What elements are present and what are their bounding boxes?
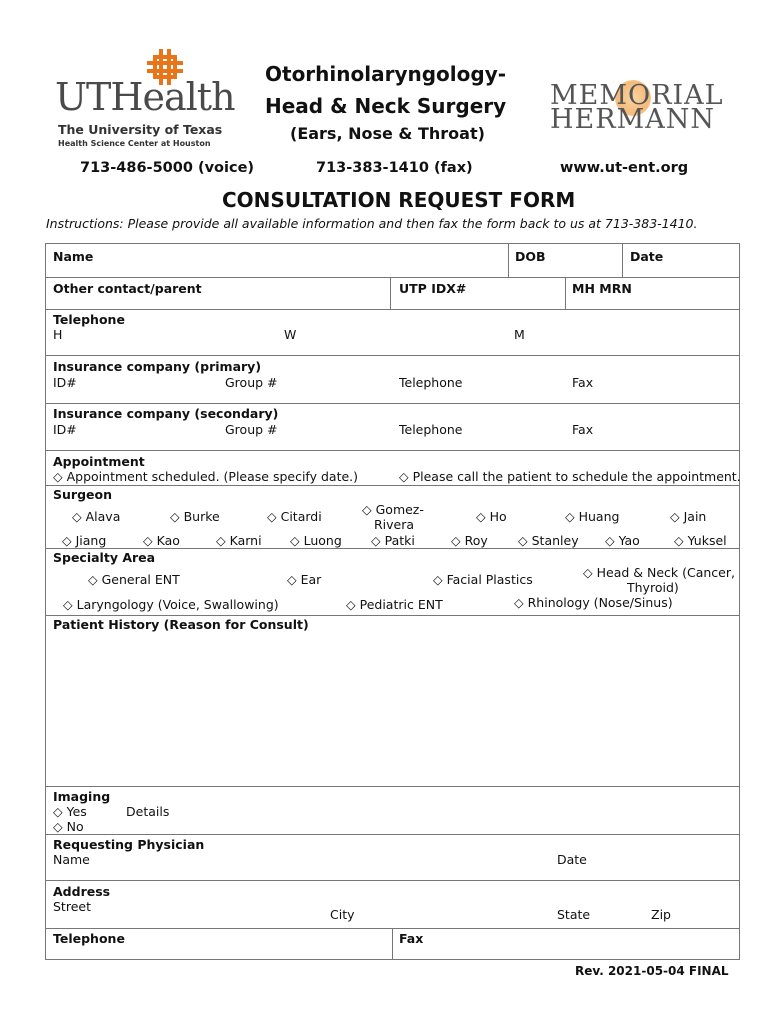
- patient-history-field[interactable]: [50, 636, 735, 782]
- checkbox-icon: ◇: [63, 597, 73, 612]
- patient-history-label: Patient History (Reason for Consult): [53, 617, 309, 632]
- checkbox-icon: ◇: [53, 469, 63, 484]
- surgeon-gomez-rivera-checkbox[interactable]: ◇ Gomez-: [362, 502, 424, 517]
- ut-health-logo-text: UTHealth: [55, 75, 235, 119]
- surgeon-roy-checkbox[interactable]: ◇ Roy: [451, 533, 488, 548]
- checkbox-icon: ◇: [399, 469, 409, 484]
- checkbox-icon: ◇: [565, 509, 575, 524]
- checkbox-icon: ◇: [518, 533, 528, 548]
- surgeon-jain-checkbox[interactable]: ◇ Jain: [670, 509, 707, 524]
- checkbox-icon: ◇: [670, 509, 680, 524]
- specialty-pediatric-checkbox[interactable]: ◇ Pediatric ENT: [346, 597, 443, 612]
- state-field[interactable]: State: [557, 907, 591, 922]
- specialty-ear-checkbox[interactable]: ◇ Ear: [287, 572, 322, 587]
- bottom-fax-label[interactable]: Fax: [399, 931, 424, 946]
- checkbox-icon: ◇: [583, 565, 593, 580]
- appointment-call-checkbox[interactable]: ◇ Please call the patient to schedule the appointment.: [399, 469, 741, 484]
- department-title-1: Otorhinolaryngology-: [265, 62, 507, 86]
- form-title: CONSULTATION REQUEST FORM: [222, 188, 576, 212]
- insurance-secondary-label: Insurance company (secondary): [53, 406, 279, 421]
- ut-logo-subtitle-2: Health Science Center at Houston: [58, 139, 211, 148]
- website-link[interactable]: www.ut-ent.org: [560, 160, 689, 176]
- insurance-secondary-group-field[interactable]: Group #: [225, 422, 278, 437]
- memorial-hermann-logo-1: MEMORIAL: [550, 80, 724, 111]
- checkbox-icon: ◇: [346, 597, 356, 612]
- department-title-2: Head & Neck Surgery: [265, 94, 507, 118]
- insurance-primary-label: Insurance company (primary): [53, 359, 262, 374]
- checkbox-icon: ◇: [62, 533, 72, 548]
- insurance-secondary-id-field[interactable]: ID#: [53, 422, 77, 437]
- checkbox-icon: ◇: [476, 509, 486, 524]
- specialty-head-neck-checkbox[interactable]: ◇ Head & Neck (Cancer,: [583, 565, 735, 580]
- surgeon-alava-checkbox[interactable]: ◇ Alava: [72, 509, 121, 524]
- insurance-primary-fax-field[interactable]: Fax: [572, 375, 594, 390]
- surgeon-huang-checkbox[interactable]: ◇ Huang: [565, 509, 620, 524]
- surgeon-ho-checkbox[interactable]: ◇ Ho: [476, 509, 507, 524]
- name-label[interactable]: Name: [53, 249, 94, 264]
- specialty-head-neck-label-2: Thyroid): [627, 580, 679, 595]
- imaging-details-field[interactable]: Details: [126, 804, 170, 819]
- surgeon-kao-checkbox[interactable]: ◇ Kao: [143, 533, 180, 548]
- address-label: Address: [53, 884, 111, 899]
- surgeon-label: Surgeon: [53, 487, 112, 502]
- insurance-secondary-telephone-field[interactable]: Telephone: [399, 422, 463, 437]
- surgeon-yao-checkbox[interactable]: ◇ Yao: [605, 533, 640, 548]
- memorial-hermann-logo-2: HERMANN: [550, 104, 715, 135]
- checkbox-icon: ◇: [53, 819, 63, 834]
- requesting-physician-label: Requesting Physician: [53, 837, 205, 852]
- surgeon-karni-checkbox[interactable]: ◇ Karni: [216, 533, 262, 548]
- checkbox-icon: ◇: [267, 509, 277, 524]
- insurance-primary-id-field[interactable]: ID#: [53, 375, 77, 390]
- checkbox-icon: ◇: [287, 572, 297, 587]
- checkbox-icon: ◇: [451, 533, 461, 548]
- mh-mrn-label[interactable]: MH MRN: [572, 281, 632, 296]
- checkbox-icon: ◇: [88, 572, 98, 587]
- ut-logo-subtitle: The University of Texas: [58, 122, 223, 137]
- checkbox-icon: ◇: [290, 533, 300, 548]
- other-contact-label[interactable]: Other contact/parent: [53, 281, 202, 296]
- checkbox-icon: ◇: [362, 502, 372, 517]
- insurance-primary-telephone-field[interactable]: Telephone: [399, 375, 463, 390]
- surgeon-stanley-checkbox[interactable]: ◇ Stanley: [518, 533, 579, 548]
- insurance-primary-group-field[interactable]: Group #: [225, 375, 278, 390]
- surgeon-citardi-checkbox[interactable]: ◇ Citardi: [267, 509, 322, 524]
- phone-voice: 713-486-5000 (voice): [80, 160, 255, 176]
- specialty-general-checkbox[interactable]: ◇ General ENT: [88, 572, 180, 587]
- telephone-work-field[interactable]: W: [284, 327, 297, 342]
- phone-fax: 713-383-1410 (fax): [316, 160, 473, 176]
- street-field[interactable]: Street: [53, 899, 91, 914]
- date-label[interactable]: Date: [630, 249, 664, 264]
- checkbox-icon: ◇: [674, 533, 684, 548]
- surgeon-gomez-rivera-label-2: Rivera: [374, 517, 415, 532]
- imaging-label: Imaging: [53, 789, 111, 804]
- checkbox-icon: ◇: [72, 509, 82, 524]
- physician-name-field[interactable]: Name: [53, 852, 90, 867]
- surgeon-jiang-checkbox[interactable]: ◇ Jiang: [62, 533, 107, 548]
- checkbox-icon: ◇: [514, 595, 524, 610]
- specialty-laryngology-checkbox[interactable]: ◇ Laryngology (Voice, Swallowing): [63, 597, 279, 612]
- specialty-facial-checkbox[interactable]: ◇ Facial Plastics: [433, 572, 533, 587]
- surgeon-yuksel-checkbox[interactable]: ◇ Yuksel: [674, 533, 727, 548]
- checkbox-icon: ◇: [433, 572, 443, 587]
- surgeon-patki-checkbox[interactable]: ◇ Patki: [371, 533, 415, 548]
- checkbox-icon: ◇: [170, 509, 180, 524]
- utp-idx-label[interactable]: UTP IDX#: [399, 281, 467, 296]
- imaging-yes-checkbox[interactable]: ◇ Yes: [53, 804, 87, 819]
- dob-label[interactable]: DOB: [515, 249, 546, 264]
- instructions: Instructions: Please provide all available information and then fax the form back to us at 713-383-1410.: [46, 216, 698, 231]
- checkbox-icon: ◇: [216, 533, 226, 548]
- city-field[interactable]: City: [330, 907, 355, 922]
- telephone-home-field[interactable]: H: [53, 327, 63, 342]
- surgeon-luong-checkbox[interactable]: ◇ Luong: [290, 533, 342, 548]
- checkbox-icon: ◇: [605, 533, 615, 548]
- surgeon-burke-checkbox[interactable]: ◇ Burke: [170, 509, 220, 524]
- specialty-rhinology-checkbox[interactable]: ◇ Rhinology (Nose/Sinus): [514, 595, 673, 610]
- appointment-label: Appointment: [53, 454, 145, 469]
- bottom-telephone-label[interactable]: Telephone: [53, 931, 125, 946]
- revision-label: Rev. 2021-05-04 FINAL: [575, 964, 729, 978]
- imaging-no-checkbox[interactable]: ◇ No: [53, 819, 84, 834]
- appointment-scheduled-checkbox[interactable]: ◇ Appointment scheduled. (Please specify date.): [53, 469, 359, 484]
- zip-field[interactable]: Zip: [651, 907, 671, 922]
- checkbox-icon: ◇: [143, 533, 153, 548]
- telephone-mobile-field[interactable]: M: [514, 327, 525, 342]
- insurance-secondary-fax-field[interactable]: Fax: [572, 422, 594, 437]
- checkbox-icon: ◇: [371, 533, 381, 548]
- checkbox-icon: ◇: [53, 804, 63, 819]
- department-subtitle: (Ears, Nose & Throat): [290, 124, 485, 143]
- physician-date-field[interactable]: Date: [557, 852, 587, 867]
- telephone-label: Telephone: [53, 312, 125, 327]
- specialty-label: Specialty Area: [53, 550, 156, 565]
